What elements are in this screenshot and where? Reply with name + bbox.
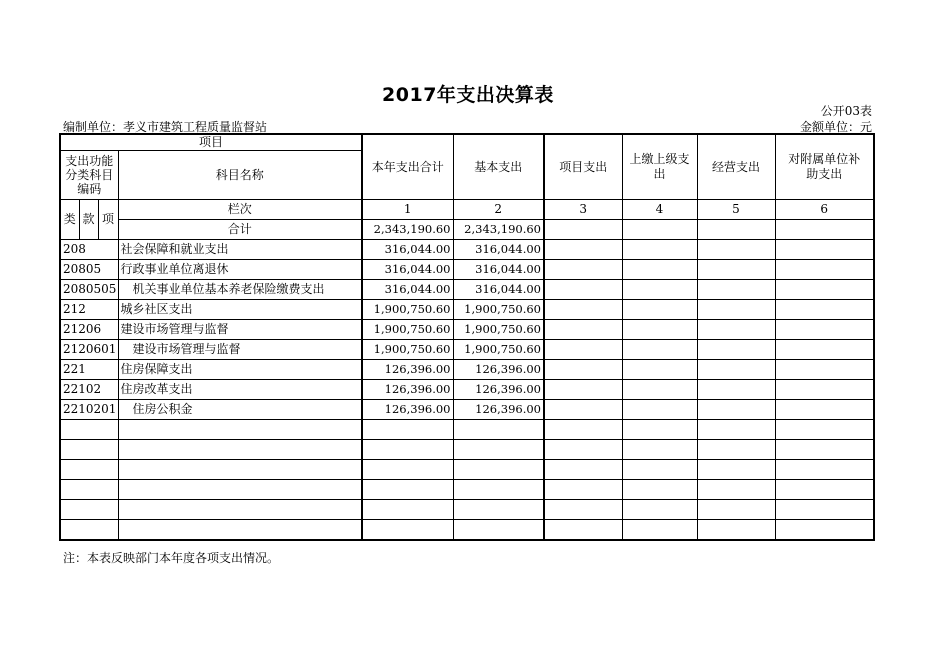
header-lei: 类 bbox=[60, 200, 79, 240]
row-basic: 1,900,750.60 bbox=[453, 320, 544, 340]
total-business bbox=[697, 220, 775, 240]
footnote: 注：本表反映部门本年度各项支出情况。 bbox=[63, 551, 280, 565]
row-total: 316,044.00 bbox=[362, 240, 453, 260]
header-subject-name: 科目名称 bbox=[118, 151, 362, 200]
empty-row bbox=[60, 420, 874, 440]
total-amount: 2,343,190.60 bbox=[362, 220, 453, 240]
org-label: 编制单位：孝义市建筑工程质量监督站 bbox=[63, 120, 268, 134]
total-project bbox=[544, 220, 622, 240]
row-basic: 1,900,750.60 bbox=[453, 340, 544, 360]
table-row bbox=[60, 400, 874, 420]
unit-label: 金额单位：元 bbox=[799, 120, 872, 134]
header-col-subsidy: 对附属单位补助支出 bbox=[775, 134, 874, 200]
header-xiang: 项 bbox=[98, 200, 118, 240]
row-name: 住房改革支出 bbox=[118, 380, 362, 400]
header-project: 项目 bbox=[60, 134, 362, 151]
table-row bbox=[60, 360, 874, 380]
total-subsidy bbox=[775, 220, 874, 240]
row-total: 316,044.00 bbox=[362, 260, 453, 280]
header-col-project: 项目支出 bbox=[544, 134, 622, 200]
row-code: 21206 bbox=[60, 320, 118, 340]
row-basic: 1,900,750.60 bbox=[453, 300, 544, 320]
empty-row bbox=[60, 440, 874, 460]
header-col-upper: 上缴上级支出 bbox=[622, 134, 697, 200]
empty-row bbox=[60, 500, 874, 520]
total-label: 合计 bbox=[118, 220, 362, 240]
table-row bbox=[60, 240, 874, 260]
col-num-5: 5 bbox=[697, 200, 775, 220]
empty-row bbox=[60, 480, 874, 500]
header-col-business: 经营支出 bbox=[697, 134, 775, 200]
table-row bbox=[60, 380, 874, 400]
col-num-6: 6 bbox=[775, 200, 874, 220]
form-code: 公开03表 bbox=[820, 104, 872, 118]
row-code: 221 bbox=[60, 360, 118, 380]
table-row bbox=[60, 300, 874, 320]
table-row bbox=[60, 260, 874, 280]
header-col-total: 本年支出合计 bbox=[362, 134, 453, 200]
row-name: 住房保障支出 bbox=[118, 360, 362, 380]
row-basic: 126,396.00 bbox=[453, 380, 544, 400]
col-num-3: 3 bbox=[544, 200, 622, 220]
header-func-code: 支出功能分类科目编码 bbox=[60, 151, 118, 200]
header-kuan: 款 bbox=[79, 200, 98, 240]
row-basic: 126,396.00 bbox=[453, 360, 544, 380]
table-row bbox=[60, 320, 874, 340]
row-total: 1,900,750.60 bbox=[362, 300, 453, 320]
row-code: 20805 bbox=[60, 260, 118, 280]
total-basic: 2,343,190.60 bbox=[453, 220, 544, 240]
row-total: 126,396.00 bbox=[362, 380, 453, 400]
row-code: 22102 bbox=[60, 380, 118, 400]
table-row bbox=[60, 280, 874, 300]
row-basic: 316,044.00 bbox=[453, 260, 544, 280]
row-name: 行政事业单位离退休 bbox=[118, 260, 362, 280]
row-total: 316,044.00 bbox=[362, 280, 453, 300]
row-name: 城乡社区支出 bbox=[118, 300, 362, 320]
row-code: 212 bbox=[60, 300, 118, 320]
row-total: 1,900,750.60 bbox=[362, 320, 453, 340]
row-name: 住房公积金 bbox=[118, 400, 362, 420]
row-name: 建设市场管理与监督 bbox=[118, 340, 362, 360]
expenditure-table bbox=[59, 133, 875, 541]
header-lanci: 栏次 bbox=[118, 200, 362, 220]
row-code: 2080505 bbox=[60, 280, 118, 300]
row-basic: 316,044.00 bbox=[453, 280, 544, 300]
col-num-4: 4 bbox=[622, 200, 697, 220]
row-name: 建设市场管理与监督 bbox=[118, 320, 362, 340]
row-code: 208 bbox=[60, 240, 118, 260]
row-basic: 126,396.00 bbox=[453, 400, 544, 420]
row-total: 1,900,750.60 bbox=[362, 340, 453, 360]
total-upper bbox=[622, 220, 697, 240]
row-code: 2210201 bbox=[60, 400, 118, 420]
row-name: 机关事业单位基本养老保险缴费支出 bbox=[118, 280, 362, 300]
col-num-2: 2 bbox=[453, 200, 544, 220]
header-col-basic: 基本支出 bbox=[453, 134, 544, 200]
row-name: 社会保障和就业支出 bbox=[118, 240, 362, 260]
page-title: 2017年支出决算表 bbox=[382, 84, 554, 106]
col-num-1: 1 bbox=[362, 200, 453, 220]
row-code: 2120601 bbox=[60, 340, 118, 360]
table-row bbox=[60, 340, 874, 360]
empty-row bbox=[60, 520, 874, 541]
row-total: 126,396.00 bbox=[362, 400, 453, 420]
row-total: 126,396.00 bbox=[362, 360, 453, 380]
row-basic: 316,044.00 bbox=[453, 240, 544, 260]
empty-row bbox=[60, 460, 874, 480]
